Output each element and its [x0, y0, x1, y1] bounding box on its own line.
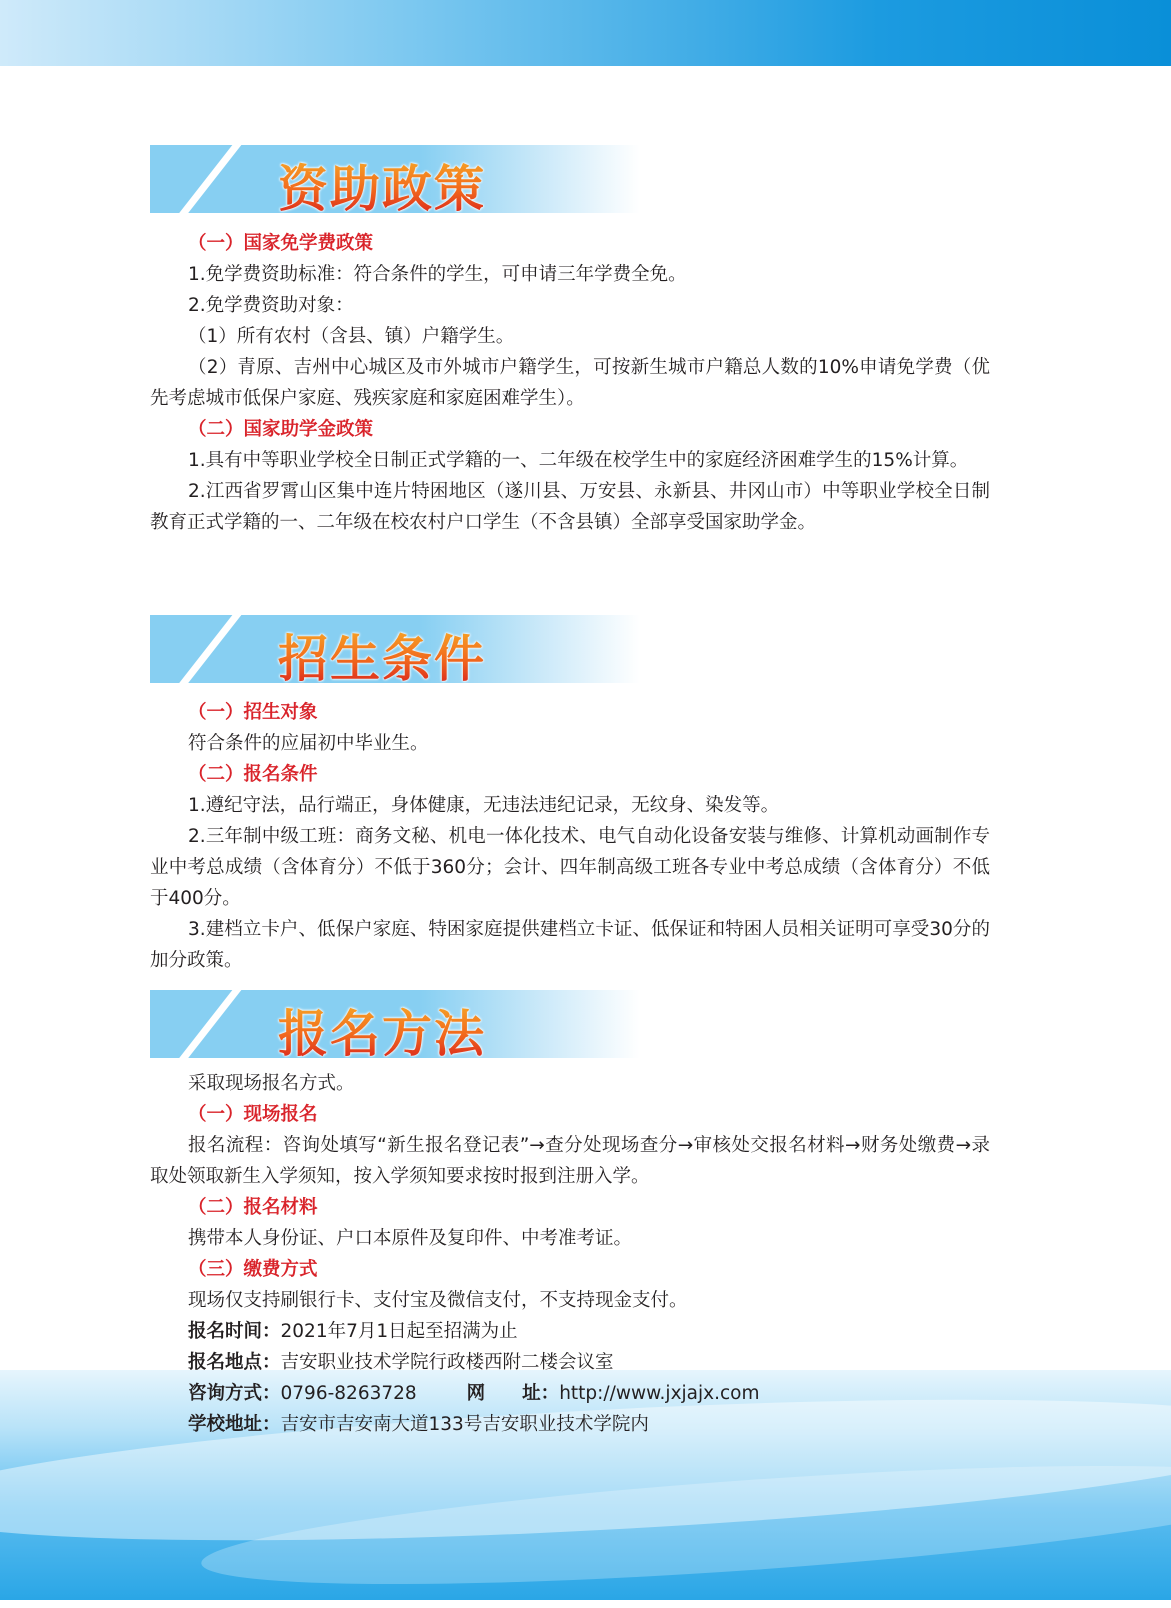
paragraph: 报名流程：咨询处填写“新生报名登记表”→查分处现场查分→审核处交报名材料→财务处缴费→录取处领取新生入学须知，按入学须知要求按时报到注册入学。 [150, 1135, 990, 1187]
paragraph: 2.江西省罗霄山区集中连片特困地区（遂川县、万安县、永新县、井冈山市）中等职业学校全日制教育正式学籍的一、二年级在校农村户口学生（不含县镇）全部享受国家助学金。 [150, 481, 990, 533]
website-link[interactable]: http://www.jxjajx.com [559, 1383, 760, 1404]
registration-time [150, 1316, 990, 1347]
funding-policy-body [150, 228, 990, 538]
paragraph: 3.建档立卡户、低保户家庭、特困家庭提供建档立卡证、低保证和特困人员相关证明可享受30分的加分政策。 [150, 919, 990, 971]
registration-method-body [150, 1068, 990, 1440]
section-banner-admission [150, 615, 640, 683]
subheading: （一）现场报名 [188, 1104, 318, 1125]
admission-conditions-body [150, 697, 990, 976]
paragraph: （1）所有农村（含县、镇）户籍学生。 [188, 326, 515, 347]
label: 网 址： [466, 1383, 560, 1404]
paragraph: 2.三年制中级工班：商务文秘、机电一体化技术、电气自动化设备安装与维修、计算机动画制作专业中考总成绩（含体育分）不低于360分；会计、四年制高级工班各专业中考总成绩（含体育分）不低于400分。 [150, 826, 990, 909]
value: 吉安市吉安南大道133号吉安职业技术学院内 [280, 1414, 649, 1435]
subheading: （一）招生对象 [188, 702, 318, 723]
top-decor-bar [0, 0, 1171, 66]
label: 报名地点： [188, 1352, 281, 1373]
subheading: （二）报名条件 [188, 764, 318, 785]
paragraph: 符合条件的应届初中毕业生。 [188, 733, 429, 754]
subheading: （二）国家助学金政策 [188, 419, 374, 440]
label: 学校地址： [188, 1414, 281, 1435]
subheading: （三）缴费方式 [188, 1259, 318, 1280]
paragraph: 采取现场报名方式。 [188, 1073, 355, 1094]
banner-slash [174, 145, 246, 213]
value: 吉安职业技术学院行政楼西附二楼会议室 [280, 1352, 614, 1373]
section-title: 报名方法 [278, 994, 486, 1058]
banner-slash [174, 990, 246, 1058]
paragraph: 携带本人身份证、户口本原件及复印件、中考准考证。 [188, 1228, 633, 1249]
subheading: （二）报名材料 [188, 1197, 318, 1218]
paragraph: 1.免学费资助标准：符合条件的学生，可申请三年学费全免。 [188, 264, 687, 285]
paragraph: 现场仅支持刷银行卡、支付宝及微信支付，不支持现金支付。 [188, 1290, 688, 1311]
banner-slash [174, 615, 246, 683]
contact-line [150, 1378, 990, 1409]
paragraph: 1.遵纪守法，品行端正，身体健康，无违法违纪记录，无纹身、染发等。 [188, 795, 780, 816]
section-title: 招生条件 [278, 619, 486, 683]
paragraph: （2）青原、吉州中心城区及市外城市户籍学生，可按新生城市户籍总人数的10%申请免学费（优先考虑城市低保户家庭、残疾家庭和家庭困难学生）。 [150, 357, 990, 409]
school-address [150, 1409, 990, 1440]
paragraph: 1.具有中等职业学校全日制正式学籍的一、二年级在校学生中的家庭经济困难学生的15%计算。 [188, 450, 969, 471]
section-title: 资助政策 [278, 149, 486, 213]
section-banner-funding [150, 145, 640, 213]
value: 2021年7月1日起至招满为止 [280, 1321, 518, 1342]
label: 报名时间： [188, 1321, 281, 1342]
phone-number: 0796-8263728 [280, 1383, 417, 1404]
label: 咨询方式： [188, 1383, 281, 1404]
registration-place [150, 1347, 990, 1378]
subheading: （一）国家免学费政策 [188, 233, 374, 254]
section-banner-registration [150, 990, 640, 1058]
paragraph: 2.免学费资助对象： [188, 295, 354, 316]
